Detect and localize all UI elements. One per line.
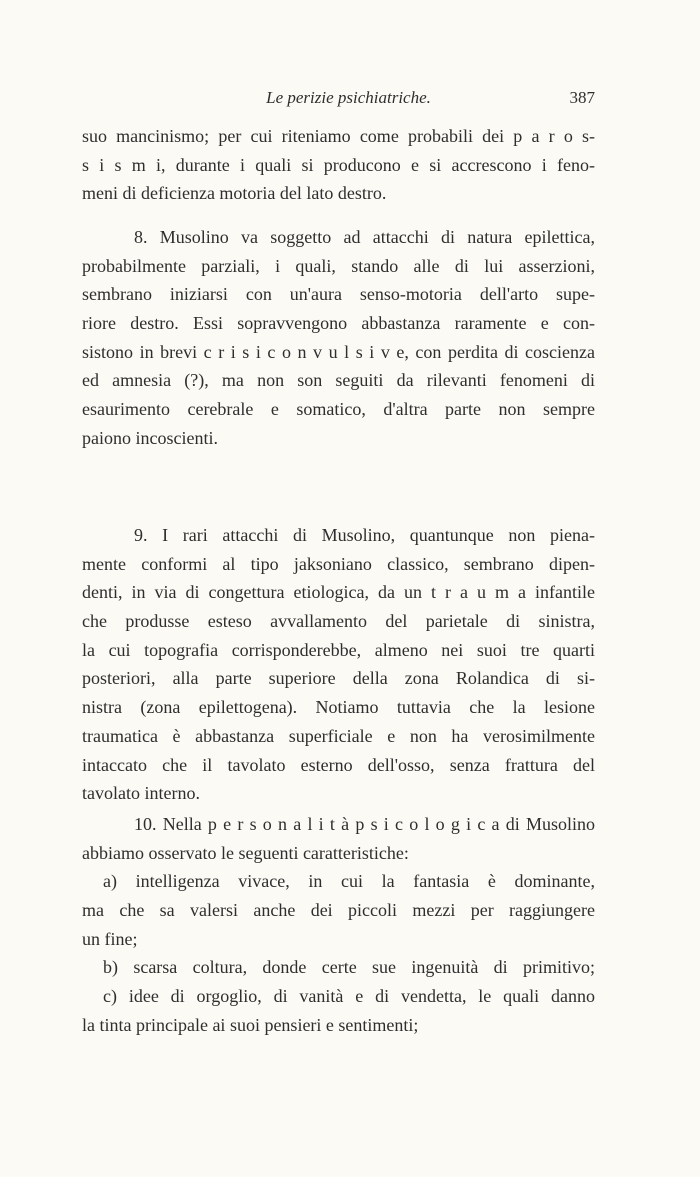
text-line: suo mancinismo; per cui riteniamo come probabili dei p a r o s-	[82, 126, 595, 146]
text-line: riore destro. Essi sopravvengono abbastanza raramente e con-	[82, 313, 595, 334]
text-line: c) idee di orgoglio, di vanità e di vendetta, le quali danno	[103, 986, 595, 1007]
running-title: Le perizie psichiatriche.	[266, 88, 431, 107]
paragraph-p9	[82, 521, 595, 808]
text-line: a) intelligenza vivace, in cui la fantasia è dominante,	[103, 871, 595, 892]
running-header	[82, 88, 595, 112]
text-line: tavolato interno.	[82, 783, 200, 804]
paragraph-p1	[82, 122, 595, 208]
text-line: abbiamo osservato le seguenti caratteristiche:	[82, 842, 409, 863]
text-line: nistra (zona epilettogena). Notiamo tuttavia che la lesione	[82, 697, 595, 718]
paragraph-p8	[82, 223, 595, 453]
text-line: ma che sa valersi anche dei piccoli mezzi per raggiungere	[82, 900, 595, 921]
text-line: la tinta principale ai suoi pensieri e sentimenti;	[82, 1014, 419, 1035]
text-line: posteriori, alla parte superiore della zona Rolandica di si-	[82, 668, 595, 689]
text-line: intaccato che il tavolato esterno dell'osso, senza frattura del	[82, 754, 595, 775]
text-line: probabilmente parziali, i quali, stando alle di lui asserzioni,	[82, 255, 595, 276]
text-line: meni di deficienza motoria del lato destro.	[82, 183, 387, 204]
paragraph-p10	[82, 810, 595, 1040]
text-line: sembrano iniziarsi con un'aura senso-motoria dell'arto supe-	[82, 284, 595, 305]
text-line: 8. Musolino va soggetto ad attacchi di natura epilettica,	[134, 227, 595, 247]
text-line: s i s m i, durante i quali si producono e si accrescono i feno-	[82, 154, 595, 175]
text-line: mente conformi al tipo jaksoniano classico, sembrano dipen-	[82, 553, 595, 574]
text-line: denti, in via di congettura etiologica, da un t r a u m a infantile	[82, 582, 595, 603]
text-line: un fine;	[82, 928, 138, 949]
text-line: 9. I rari attacchi di Musolino, quantunque non piena-	[134, 525, 595, 545]
text-line: b) scarsa coltura, donde certe sue ingenuità di primitivo;	[103, 957, 595, 978]
page-number: 387	[569, 88, 595, 107]
text-line: esaurimento cerebrale e somatico, d'altra parte non sempre	[82, 399, 595, 420]
text-line: sistono in brevi c r i s i c o n v u l s i v e, con perdita di coscienza	[82, 341, 595, 362]
text-line: traumatica è abbastanza superficiale e non ha verosimilmente	[82, 725, 595, 746]
text-line: paiono incoscienti.	[82, 427, 218, 448]
text-line: la cui topografia corrisponderebbe, almeno nei suoi tre quarti	[82, 639, 595, 660]
text-line: ed amnesia (?), ma non son seguiti da rilevanti fenomeni di	[82, 370, 595, 391]
text-line: 10. Nella p e r s o n a l i t à p s i c o l o g i c a di Musolino	[134, 814, 595, 834]
text-line: che produsse esteso avvallamento del parietale di sinistra,	[82, 611, 595, 632]
